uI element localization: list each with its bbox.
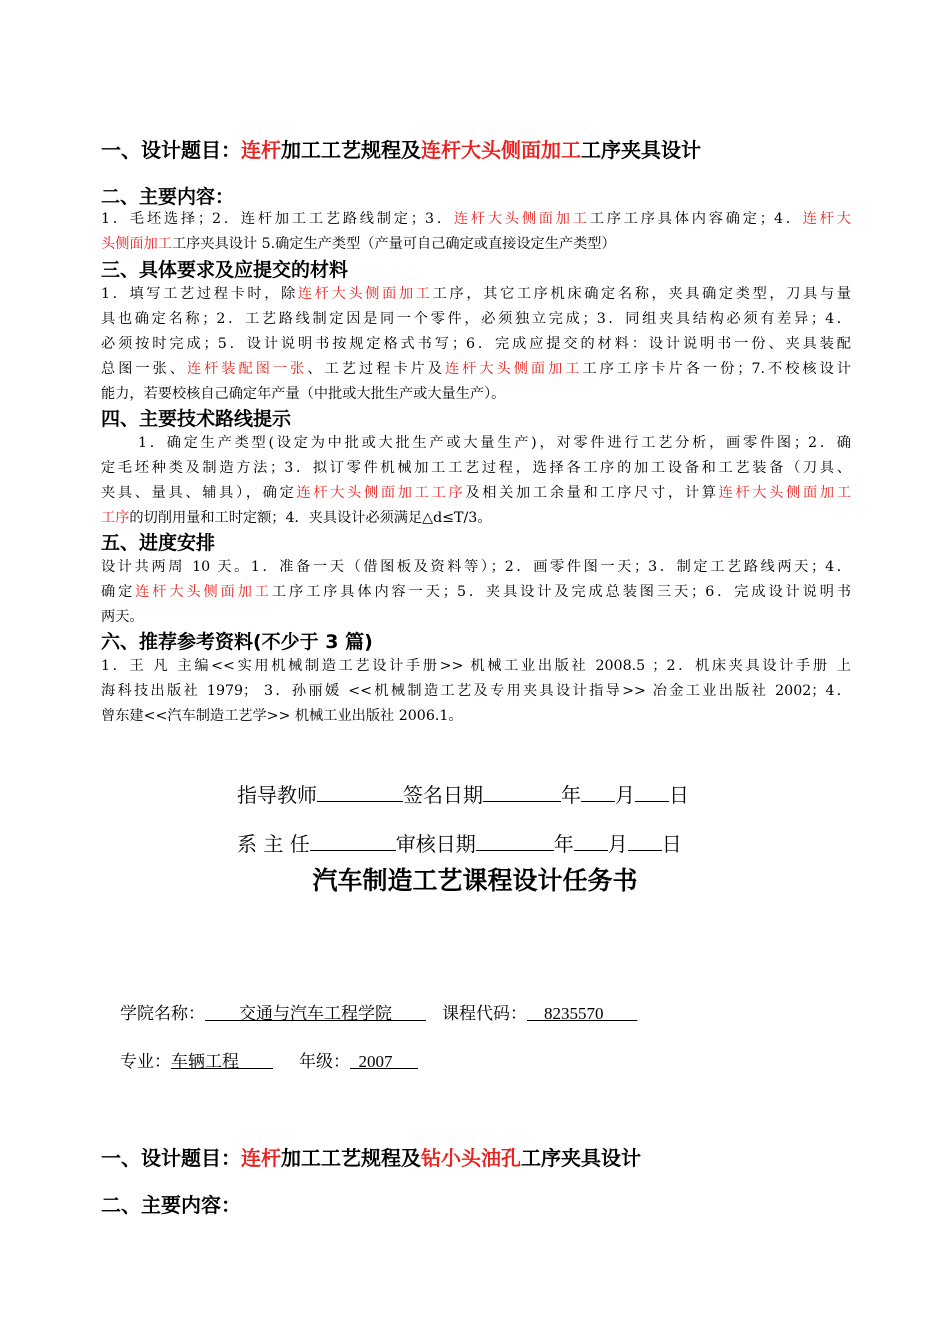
highlight-run: 头侧面加工 <box>101 236 172 252</box>
text-run: 总图一张、 <box>101 361 187 377</box>
body-line: 必须按时完成；5．设计说明书按规定格式书写；6．完成应提交的材料：设计说明书一份、夹具装配 <box>101 336 851 352</box>
body-line: 1．确定生产类型(设定为中批或大批生产或大量生产)，对零件进行工艺分析，画零件图；2．确 <box>138 435 851 451</box>
highlight-run: 连杆装配图一张 <box>186 361 308 377</box>
text-run: 1．毛坯选择；2．连杆加工工艺路线制定；3． <box>101 211 454 227</box>
year-blank <box>483 781 561 802</box>
body-line <box>101 357 851 382</box>
design-topic-heading-2 <box>101 1145 641 1171</box>
course-code-value <box>527 1004 638 1023</box>
highlight-run: 连杆大 <box>802 211 851 227</box>
schedule-heading: 五、进度安排 <box>101 532 216 554</box>
highlight-run: 连杆大头侧面加工 <box>718 485 851 501</box>
month-label: 月 <box>615 783 635 807</box>
course-code-label: 课程代码： <box>442 1004 527 1023</box>
design-topic-suffix: 工序夹具设计 <box>521 1146 641 1170</box>
year-label: 年 <box>553 832 574 856</box>
design-topic-heading <box>101 137 701 163</box>
college-label: 学院名称： <box>120 1004 205 1023</box>
design-topic-mid: 加工工艺规程及 <box>281 1146 421 1170</box>
body-line: 海科技出版社 1979； 3．孙丽媛 <<机械制造工艺及专用夹具设计指导>> 冶金工业出版社 2002；4． <box>101 683 851 699</box>
design-topic-highlight: 连杆大头侧面加工 <box>421 138 581 162</box>
text-run: 工序工序具体内容确定；4． <box>589 211 803 227</box>
design-topic-highlight: 连杆 <box>241 1146 281 1170</box>
day-blank <box>628 830 662 851</box>
tech-route-body <box>101 431 851 531</box>
advisor-blank <box>317 781 403 802</box>
text-run: 工序工序具体内容一天；5．夹具设计及完成总装图三天；6．完成设计说明书 <box>271 584 851 600</box>
director-label: 系 主 任 <box>237 832 310 856</box>
major-value-text: 车辆工程 <box>171 1052 239 1071</box>
year-blank <box>476 830 554 851</box>
body-line: 能力，若要校核自己确定年产量（中批或大批生产或大量生产）。 <box>101 386 506 402</box>
document-title: 汽车制造工艺课程设计任务书 <box>312 866 638 895</box>
design-topic-highlight: 连杆 <box>241 138 281 162</box>
body-line: 定毛坯种类及制造方法；3．拟订零件机械加工工艺过程，选择各工序的加工设备和工艺装备（刀具、 <box>101 460 851 476</box>
college-value-text: 交通与汽车工程学院 <box>239 1004 392 1023</box>
day-label: 日 <box>669 783 689 807</box>
month-blank <box>581 781 615 802</box>
text-run: 工序，其它工序机床确定名称，夹具确定类型，刀具与量 <box>432 286 851 302</box>
schedule-body <box>101 555 851 630</box>
references-heading: 六、推荐参考资料(不少于 3 篇) <box>101 631 373 653</box>
main-content-heading: 二、主要内容： <box>101 186 235 208</box>
month-blank <box>574 830 608 851</box>
text-run: 夹具、量具、辅具），确定 <box>101 485 297 501</box>
year-label: 年 <box>561 783 581 807</box>
text-run: 工序工序卡片各一份；7.不校核设计 <box>582 361 851 377</box>
body-line: 具也确定名称；2．工艺路线制定因是同一个零件，必须独立完成；3．同组夹具结构必须有差异；4． <box>101 311 851 327</box>
body-line: 1．王 凡 主编<<实用机械制造工艺设计手册>> 机械工业出版社 2008.5 ；2．机床夹具设计手册 上 <box>101 658 851 674</box>
text-run: 工序夹具设计 5.确定生产类型（产量可自己确定或直接设定生产类型） <box>171 236 616 252</box>
design-topic-prefix: 一、设计题目： <box>101 138 241 162</box>
grade-label: 年级： <box>299 1052 350 1071</box>
major-info-line <box>120 1051 418 1073</box>
college-info-line <box>120 1003 638 1025</box>
highlight-run: 连杆大头侧面加工 <box>297 286 433 302</box>
main-content-heading-2: 二、主要内容： <box>101 1193 241 1217</box>
body-line: 曾东建<<汽车制造工艺学>> 机械工业出版社 2006.1。 <box>101 708 463 724</box>
requirements-heading: 三、具体要求及应提交的材料 <box>101 259 349 281</box>
main-content-body <box>101 207 851 257</box>
text-run: 的切削用量和工时定额；4．夹具设计必须满足△d≤T/3。 <box>129 510 492 526</box>
body-line: 两天。 <box>101 609 144 625</box>
body-line <box>101 580 851 605</box>
design-topic-highlight: 钻小头油孔 <box>421 1146 521 1170</box>
grade-value <box>350 1052 418 1071</box>
highlight-run: 连杆大头侧面加工工序 <box>296 485 466 501</box>
references-body <box>101 654 851 729</box>
text-run: 及相关加工余量和工序尺寸，计算 <box>465 485 719 501</box>
course-code-text: 8235570 <box>544 1004 604 1023</box>
advisor-signature-line <box>237 781 689 808</box>
college-value <box>205 1004 426 1023</box>
body-line <box>101 232 851 257</box>
highlight-run: 连杆大头侧面加工 <box>453 211 590 227</box>
highlight-run: 连杆大头侧面加工 <box>444 361 583 377</box>
major-label: 专业： <box>120 1052 171 1071</box>
highlight-run: 工序 <box>101 510 130 526</box>
director-blank <box>310 830 396 851</box>
body-line <box>101 207 851 232</box>
review-date-label: 审核日期 <box>395 832 476 856</box>
day-blank <box>635 781 669 802</box>
director-signature-line <box>237 830 682 857</box>
design-topic-suffix: 工序夹具设计 <box>581 138 701 162</box>
advisor-label: 指导教师 <box>237 783 317 807</box>
body-line <box>101 282 851 307</box>
text-run: 确定 <box>101 584 136 600</box>
grade-value-text: 2007 <box>358 1052 393 1071</box>
major-value <box>171 1052 273 1071</box>
tech-route-heading: 四、主要技术路线提示 <box>101 408 292 430</box>
design-topic-prefix: 一、设计题目： <box>101 1146 241 1170</box>
sign-date-label: 签名日期 <box>403 783 483 807</box>
month-label: 月 <box>607 832 628 856</box>
requirements-body <box>101 282 851 407</box>
text-run: 、工艺过程卡片及 <box>307 361 445 377</box>
day-label: 日 <box>661 832 682 856</box>
body-line <box>101 481 851 506</box>
text-run: 1．填写工艺过程卡时，除 <box>101 286 298 302</box>
design-topic-mid: 加工工艺规程及 <box>281 138 421 162</box>
body-line <box>101 506 851 531</box>
highlight-run: 连杆大头侧面加工 <box>135 584 272 600</box>
body-line: 设计共两周 10 天。1．准备一天（借图板及资料等）；2．画零件图一天；3．制定工艺路线两天；4． <box>101 559 851 575</box>
